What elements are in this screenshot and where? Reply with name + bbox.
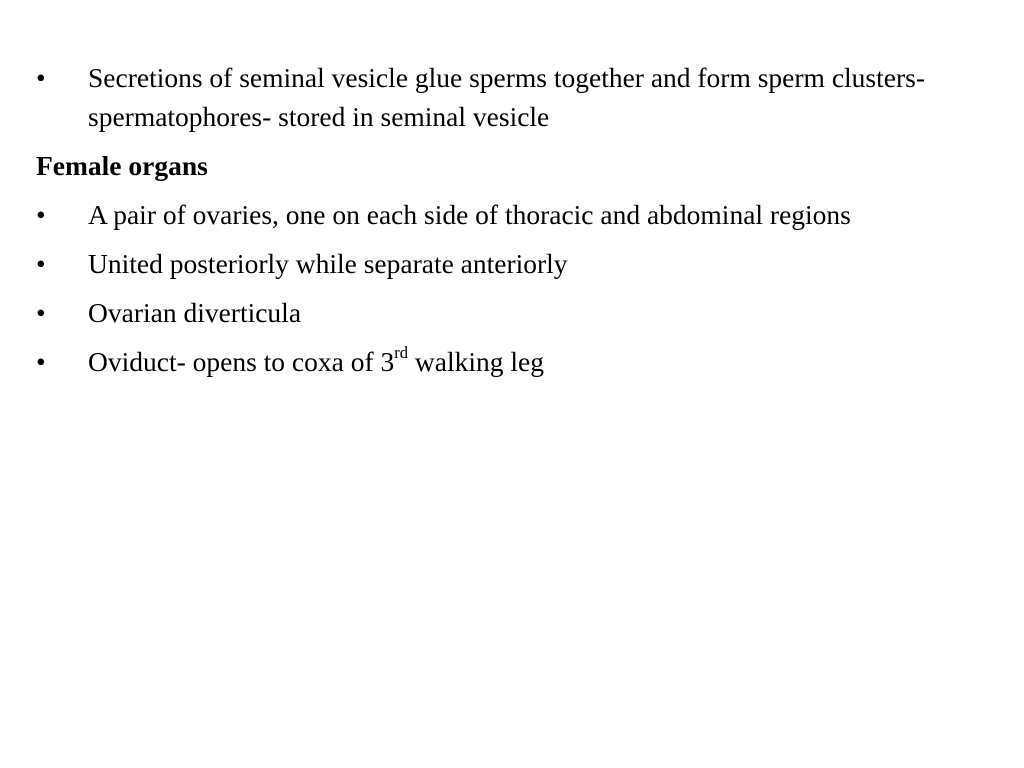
ordinal-superscript: rd [394, 343, 408, 363]
bullet-text-before: Oviduct- opens to coxa of 3 [88, 346, 395, 377]
bullet-text: United posteriorly while separate anteriorly [88, 248, 568, 279]
slide-content [36, 58, 976, 391]
bullet-icon: • [36, 62, 46, 93]
bullet-item-ovaries [36, 195, 976, 234]
bullet-item-oviduct [36, 342, 976, 381]
bullet-text: A pair of ovaries, one on each side of thoracic and abdominal regions [88, 199, 851, 230]
bullet-text: Ovarian diverticula [88, 297, 302, 328]
bullet-icon: • [36, 346, 46, 377]
bullet-item-seminal-vesicle [36, 58, 976, 136]
bullet-icon: • [36, 248, 46, 279]
section-heading-female-organs: Female organs [36, 150, 208, 181]
bullet-text: Secretions of seminal vesicle glue sperms together and form sperm clusters- spermatophores- stored in seminal vesicle [88, 62, 925, 132]
bullet-item-ovarian-diverticula [36, 293, 976, 332]
bullet-icon: • [36, 199, 46, 230]
bullet-text [88, 343, 544, 377]
bullet-item-united-posteriorly [36, 244, 976, 283]
bullet-icon: • [36, 297, 46, 328]
bullet-text-after: walking leg [408, 346, 544, 377]
